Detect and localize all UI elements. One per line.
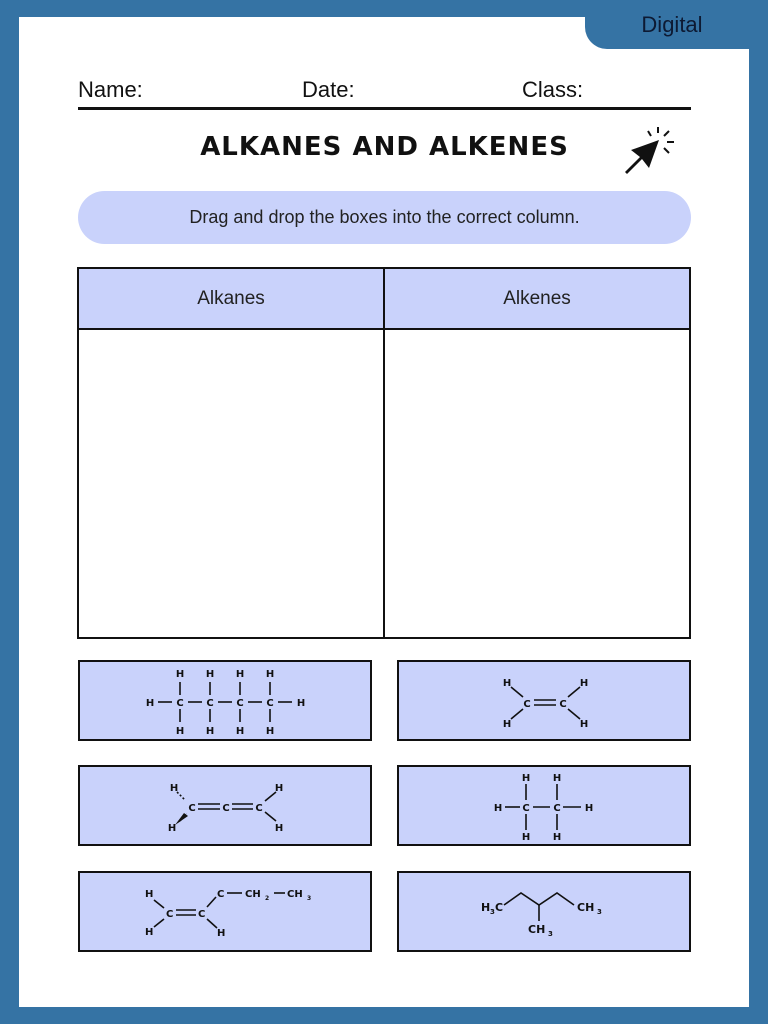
atom-label: H	[265, 669, 275, 680]
atom-label: H	[145, 927, 154, 938]
atom-label: C	[236, 698, 244, 709]
column-header-alkanes-label: Alkanes	[197, 287, 265, 309]
atom-label: H	[552, 832, 562, 843]
class-label: Class:	[522, 77, 584, 102]
atom-label: H	[205, 726, 215, 737]
ethane-structure	[399, 767, 689, 844]
atom-label: H	[169, 783, 179, 794]
atom-label: C	[176, 698, 184, 709]
atom-label: CH	[528, 923, 546, 936]
header-divider	[78, 107, 691, 110]
drop-zone-alkanes[interactable]	[79, 330, 385, 637]
column-header-alkanes	[79, 269, 385, 330]
sorting-table	[77, 267, 691, 639]
atom-subscript: 2	[265, 895, 270, 902]
page-title: ALKANES AND ALKENES	[200, 132, 569, 162]
isobutane-structure	[399, 873, 689, 950]
atom-label: H	[274, 783, 284, 794]
atom-label: CH	[287, 889, 303, 900]
atom-label: C	[495, 901, 504, 914]
propadiene-structure	[80, 767, 370, 844]
atom-label: H	[217, 928, 226, 939]
instruction-banner	[78, 191, 691, 244]
atom-subscript: 3	[490, 908, 495, 916]
atom-label: C	[523, 699, 531, 710]
atom-label: C	[217, 889, 225, 900]
butane-structure	[80, 662, 370, 739]
atom-subscript: 3	[597, 908, 602, 916]
atom-label: H	[521, 773, 531, 784]
atom-label: C	[522, 803, 530, 814]
draggable-card-pentene[interactable]	[78, 871, 372, 952]
digital-tab-label: Digital	[641, 11, 703, 37]
digital-tab	[585, 0, 749, 49]
atom-label: C	[266, 698, 274, 709]
atom-label: H	[493, 803, 503, 814]
atom-label: H	[579, 678, 589, 689]
atom-label: H	[235, 669, 245, 680]
atom-label: C	[188, 803, 196, 814]
atom-label: H	[145, 889, 154, 900]
draggable-card-ethane[interactable]	[397, 765, 691, 846]
instruction-text: Drag and drop the boxes into the correct column.	[189, 207, 580, 227]
atom-label: H	[584, 803, 594, 814]
atom-label: H	[481, 901, 491, 914]
atom-label: C	[206, 698, 214, 709]
atom-label: H	[145, 698, 155, 709]
draggable-card-ethene[interactable]	[397, 660, 691, 741]
ethene-structure	[399, 662, 689, 739]
column-header-alkenes-label: Alkenes	[503, 287, 571, 309]
atom-label: H	[175, 669, 185, 680]
drop-zone-alkenes[interactable]	[385, 330, 689, 637]
atom-label: H	[502, 678, 512, 689]
atom-label: C	[222, 803, 230, 814]
date-label: Date:	[302, 77, 355, 102]
atom-label: H	[502, 719, 512, 730]
atom-label: H	[296, 698, 306, 709]
atom-label: H	[579, 719, 589, 730]
atom-label: C	[559, 699, 567, 710]
atom-label: H	[235, 726, 245, 737]
atom-subscript: 3	[307, 895, 312, 902]
pentene-structure	[80, 873, 370, 950]
atom-label: C	[166, 909, 174, 920]
column-header-alkenes	[385, 269, 689, 330]
atom-label: CH	[245, 889, 261, 900]
atom-label: H	[205, 669, 215, 680]
atom-label: C	[553, 803, 561, 814]
atom-subscript: 3	[548, 930, 553, 938]
student-info-row	[78, 75, 691, 109]
atom-label: H	[265, 726, 275, 737]
draggable-card-isobutane[interactable]	[397, 871, 691, 952]
atom-label: H	[552, 773, 562, 784]
atom-label: H	[274, 823, 284, 834]
atom-label: C	[255, 803, 263, 814]
draggable-card-butane[interactable]	[78, 660, 372, 741]
cursor-click-icon	[622, 126, 680, 178]
atom-label: H	[167, 823, 177, 834]
atom-label: C	[198, 909, 206, 920]
atom-label: CH	[577, 901, 595, 914]
draggable-card-propadiene[interactable]	[78, 765, 372, 846]
name-label: Name:	[78, 77, 143, 102]
atom-label: H	[175, 726, 185, 737]
atom-label: H	[521, 832, 531, 843]
